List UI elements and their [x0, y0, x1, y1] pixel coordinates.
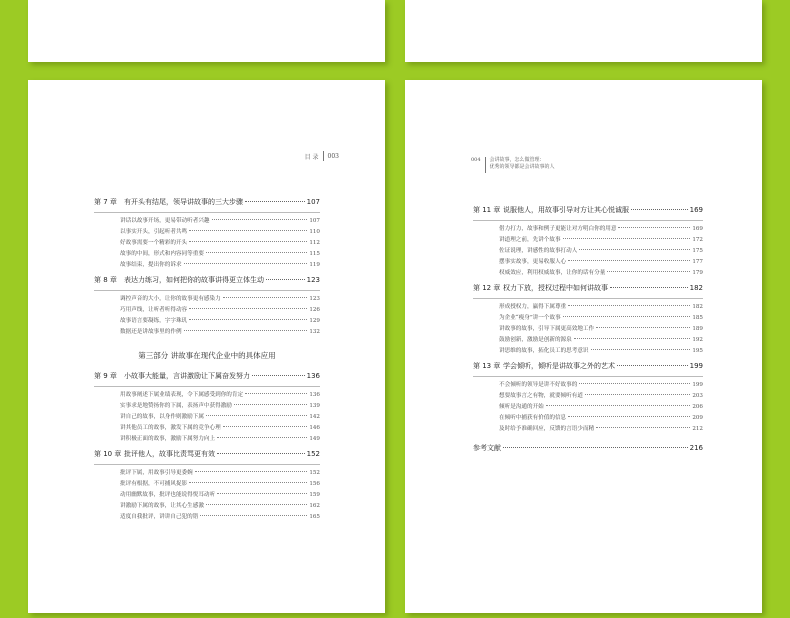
section-entry	[473, 402, 703, 413]
section-title: 佐证说理，讲感性的故事打动人	[499, 248, 578, 254]
right-running-header	[471, 157, 555, 173]
book-title-line-2: 优秀的领导都是会讲故事的人	[489, 164, 555, 170]
section-entry	[473, 246, 703, 257]
section-title: 讲积极正面的故事，激励下属努力向上	[120, 436, 216, 442]
leader-dots	[206, 504, 307, 505]
right-page-top	[405, 0, 762, 62]
section-page: 126	[309, 307, 320, 313]
section-title: 权威效应，利用权威故事，让你的话有分量	[499, 270, 606, 276]
section-title: 讲话以故事开场，更易带动听者兴趣	[120, 218, 210, 224]
section-page: 179	[692, 270, 703, 276]
chapter-title: 学会倾听，倾听是讲故事之外的艺术	[503, 362, 615, 370]
section-title: 想要故事言之有物，就要倾听有道	[499, 393, 583, 399]
leader-dots	[579, 249, 690, 250]
leader-dots	[618, 227, 690, 228]
section-entry	[94, 501, 320, 512]
section-title: 调控声音的大小，让你的故事更有感染力	[120, 296, 221, 302]
section-entry	[94, 294, 320, 305]
section-page: 149	[309, 436, 320, 442]
references-entry	[473, 443, 703, 458]
section-entry	[94, 468, 320, 479]
leader-dots	[563, 316, 691, 317]
section-entry	[94, 490, 320, 501]
section-page: 119	[309, 262, 320, 268]
leader-dots	[184, 263, 308, 264]
section-title: 好故事需要一个精彩的开头	[120, 240, 188, 246]
leader-dots	[574, 338, 691, 339]
left-running-header	[305, 151, 339, 161]
section-title: 故事结束，提出你的诉求	[120, 262, 182, 268]
references-page: 216	[689, 444, 703, 452]
leader-dots	[631, 209, 688, 210]
chapter-entry	[94, 449, 320, 464]
section-title: 适度自我批评，讲讲自己犯的错	[120, 514, 199, 520]
leader-dots	[189, 241, 307, 242]
section-entry	[473, 268, 703, 279]
section-page: 209	[692, 415, 703, 421]
chapter-page: 152	[306, 450, 320, 458]
chapter-entry	[94, 197, 320, 212]
section-title: 鼓励创新，激励是创新的源泉	[499, 337, 572, 343]
chapter-rule	[473, 298, 703, 299]
leader-dots	[585, 394, 690, 395]
section-title: 讲激励下属的故事，让其心生感激	[120, 503, 204, 509]
section-page: 177	[692, 259, 703, 265]
chapter-page: 136	[306, 372, 320, 380]
leader-dots	[245, 201, 305, 202]
section-title: 故事语言要凝练，字字珠玑	[120, 318, 188, 324]
section-entry	[94, 423, 320, 434]
section-title: 形成授权力，赢得下属尊重	[499, 304, 567, 310]
section-page: 172	[692, 237, 703, 243]
leader-dots	[503, 447, 688, 448]
section-page: 212	[692, 426, 703, 432]
section-entry	[473, 324, 703, 335]
section-entry	[473, 413, 703, 424]
chapter-title: 权力下放，授权过程中如何讲故事	[503, 284, 608, 292]
section-page: 156	[309, 481, 320, 487]
section-page: 189	[692, 326, 703, 332]
header-page-number: 004	[471, 157, 481, 163]
chapter-number: 第 7 章	[94, 198, 117, 206]
leader-dots	[591, 349, 691, 350]
chapter-rule	[94, 212, 320, 213]
section-entry	[94, 305, 320, 316]
leader-dots	[200, 515, 307, 516]
chapter-number: 第 9 章	[94, 372, 117, 380]
section-page: 199	[692, 382, 703, 388]
chapter-number: 第 11 章	[473, 206, 501, 214]
section-entry	[473, 346, 703, 357]
section-entry	[94, 327, 320, 338]
section-title: 动用幽默故事，批评也能说得悦耳动听	[120, 492, 216, 498]
chapter-title: 批评他人，故事比责骂更有效	[124, 450, 215, 458]
leader-dots	[266, 279, 305, 280]
leader-dots	[223, 426, 308, 427]
section-title: 讲思维的故事，拓化员工的思考意识	[499, 348, 589, 354]
leader-dots	[252, 375, 305, 376]
chapter-rule	[94, 386, 320, 387]
section-title: 借力打力，故事和例子更能让对方明白你的用意	[499, 226, 617, 232]
section-entry	[473, 380, 703, 391]
leader-dots	[568, 416, 690, 417]
leader-dots	[189, 230, 307, 231]
section-title: 讲其他员工的故事，激发下属的竞争心理	[120, 425, 221, 431]
chapter-number: 第 13 章	[473, 362, 501, 370]
section-page: 129	[309, 318, 320, 324]
leader-dots	[217, 453, 305, 454]
section-page: 152	[309, 470, 320, 476]
leader-dots	[579, 383, 690, 384]
leader-dots	[212, 219, 308, 220]
section-page: 139	[309, 403, 320, 409]
leader-dots	[568, 260, 690, 261]
chapter-title: 说服他人，用故事引导对方让其心悦诚服	[503, 206, 629, 214]
left-page	[28, 80, 385, 613]
section-page: 165	[309, 514, 320, 520]
section-entry	[473, 224, 703, 235]
leader-dots	[189, 308, 307, 309]
chapter-number: 第 10 章	[94, 450, 122, 458]
header-book-title	[490, 157, 555, 171]
section-entry	[473, 235, 703, 246]
chapter-page: 107	[306, 198, 320, 206]
leader-dots	[245, 393, 307, 394]
section-page: 132	[309, 329, 320, 335]
section-page: 182	[692, 304, 703, 310]
chapter-rule	[94, 464, 320, 465]
chapter-entry	[473, 205, 703, 220]
chapter-title: 表达力练习，如何把你的故事讲得更立体生动	[124, 276, 264, 284]
section-page: 142	[309, 414, 320, 420]
section-title: 摆事实故事，更易收服人心	[499, 259, 567, 265]
chapter-number: 第 8 章	[94, 276, 117, 284]
header-page-number: 003	[327, 152, 339, 160]
section-page: 112	[309, 240, 320, 246]
section-title: 用故事阐述下属业绩表现，令下属感受到你的肯定	[120, 392, 244, 398]
section-entry	[94, 390, 320, 401]
section-entry	[94, 227, 320, 238]
section-title: 批评下属，用故事引导更委婉	[120, 470, 193, 476]
section-entry	[94, 412, 320, 423]
section-entry	[94, 479, 320, 490]
section-title: 故事的中间，形式和内容同等重要	[120, 251, 204, 257]
leader-dots	[546, 405, 691, 406]
section-entry	[94, 401, 320, 412]
chapter-title: 小故事大能量，言讲激励让下属奋发努力	[124, 372, 250, 380]
section-entry	[94, 434, 320, 445]
section-entry	[473, 313, 703, 324]
section-entry	[473, 257, 703, 268]
section-page: 169	[692, 226, 703, 232]
right-toc	[473, 201, 703, 458]
leader-dots	[234, 404, 307, 405]
section-page: 159	[309, 492, 320, 498]
section-page: 162	[309, 503, 320, 509]
section-entry	[94, 216, 320, 227]
leader-dots	[217, 493, 307, 494]
chapter-number: 第 12 章	[473, 284, 501, 292]
header-divider	[485, 157, 486, 173]
chapter-entry	[94, 275, 320, 290]
section-page: 136	[309, 392, 320, 398]
section-title: 及时给予准确回应，反馈的言语少而精	[499, 426, 595, 432]
section-page: 192	[692, 337, 703, 343]
part-title: 第三部分 讲故事在现代企业中的具体应用	[138, 351, 276, 360]
section-title: 巧用声线，让听者听得动容	[120, 307, 188, 313]
chapter-entry	[473, 283, 703, 298]
chapter-page: 182	[689, 284, 703, 292]
chapter-page: 169	[689, 206, 703, 214]
section-title: 讲故事的故事，引导下属更高效地工作	[499, 326, 595, 332]
section-page: 203	[692, 393, 703, 399]
leader-dots	[596, 327, 690, 328]
section-title: 讲自己的故事，以身作则激励下属	[120, 414, 204, 420]
section-entry	[94, 260, 320, 271]
chapter-title: 有开头有结尾，领导讲故事的三大步骤	[124, 198, 243, 206]
section-entry	[94, 249, 320, 260]
chapter-rule	[473, 220, 703, 221]
leader-dots	[217, 437, 307, 438]
section-entry	[473, 302, 703, 313]
section-title: 倾听是沟通的开始	[499, 404, 544, 410]
section-page: 123	[309, 296, 320, 302]
leader-dots	[189, 482, 307, 483]
chapter-page: 123	[306, 276, 320, 284]
section-entry	[473, 335, 703, 346]
chapter-entry	[94, 371, 320, 386]
section-page: 107	[309, 218, 320, 224]
section-page: 195	[692, 348, 703, 354]
left-page-top	[28, 0, 385, 62]
leader-dots	[617, 365, 688, 366]
section-title: 不会倾听的领导是讲不好故事的	[499, 382, 578, 388]
leader-dots	[563, 238, 691, 239]
chapter-entry	[473, 361, 703, 376]
leader-dots	[607, 271, 690, 272]
leader-dots	[596, 427, 690, 428]
section-entry	[94, 512, 320, 523]
section-page: 175	[692, 248, 703, 254]
leader-dots	[206, 415, 307, 416]
section-title: 数据还是讲故事里的作例	[120, 329, 182, 335]
section-page: 206	[692, 404, 703, 410]
leader-dots	[195, 471, 308, 472]
leader-dots	[184, 330, 308, 331]
left-toc	[94, 193, 320, 523]
section-title: 在倾听中捕获有价值的信息	[499, 415, 567, 421]
leader-dots	[610, 287, 688, 288]
section-page: 110	[309, 229, 320, 235]
section-title: 批评有根据，不可捕风捉影	[120, 481, 188, 487]
chapter-rule	[473, 376, 703, 377]
references-title: 参考文献	[473, 444, 501, 452]
section-page: 185	[692, 315, 703, 321]
section-title: 以事实开头，引起听者共鸣	[120, 229, 188, 235]
leader-dots	[223, 297, 308, 298]
book-title-line-1: 会讲故事，怎么做管理：	[489, 157, 545, 163]
section-entry	[94, 316, 320, 327]
section-title: 讲道理之前，先讲个故事	[499, 237, 561, 243]
right-page	[405, 80, 762, 613]
leader-dots	[206, 252, 307, 253]
section-title: 实事求是地赞扬你的下属，表扬声中获得激励	[120, 403, 232, 409]
leader-dots	[189, 319, 307, 320]
section-entry	[473, 424, 703, 435]
chapter-page: 199	[689, 362, 703, 370]
section-entry	[473, 391, 703, 402]
chapter-rule	[94, 290, 320, 291]
section-page: 115	[309, 251, 320, 257]
section-page: 146	[309, 425, 320, 431]
leader-dots	[568, 305, 690, 306]
header-divider	[323, 151, 324, 161]
section-title: 为企业“瘦身”讲一个故事	[499, 315, 561, 321]
section-entry	[94, 238, 320, 249]
header-label: 目 录	[304, 153, 319, 161]
